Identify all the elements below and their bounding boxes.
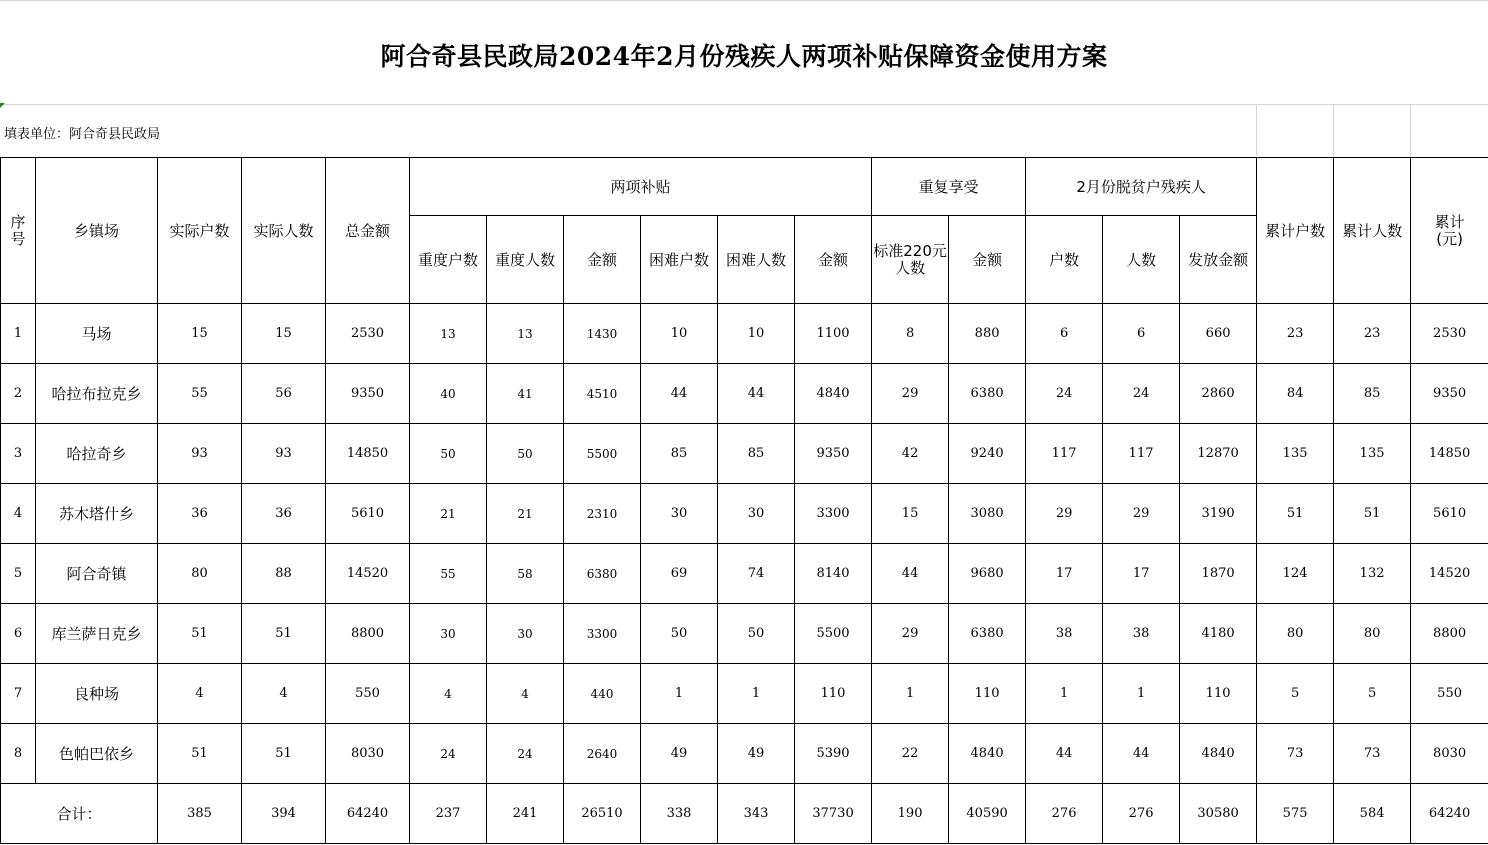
cell-value: 24 bbox=[1103, 364, 1180, 424]
cell-value: 29 bbox=[872, 604, 949, 664]
total-cell: 575 bbox=[1257, 784, 1334, 844]
cell-value: 4840 bbox=[1180, 724, 1257, 784]
cell-value: 15 bbox=[242, 304, 326, 364]
cell-value: 88 bbox=[242, 544, 326, 604]
cell-value: 10 bbox=[641, 304, 718, 364]
cell-value: 1100 bbox=[795, 304, 872, 364]
cell-value: 2640 bbox=[564, 724, 641, 784]
cell-value: 6380 bbox=[949, 364, 1026, 424]
cell-value: 5500 bbox=[795, 604, 872, 664]
cell-value: 5 bbox=[1334, 664, 1411, 724]
cell-value: 15 bbox=[872, 484, 949, 544]
cell-value: 29 bbox=[872, 364, 949, 424]
cell-value: 5500 bbox=[564, 424, 641, 484]
header-amount-2: 金额 bbox=[795, 216, 872, 304]
cell-value: 50 bbox=[487, 424, 564, 484]
cell-value: 50 bbox=[641, 604, 718, 664]
cell-value: 17 bbox=[1026, 544, 1103, 604]
cell-value: 4510 bbox=[564, 364, 641, 424]
total-label: 合计： bbox=[1, 784, 158, 844]
cell-value: 5 bbox=[1257, 664, 1334, 724]
cell-township: 哈拉布拉克乡 bbox=[36, 364, 158, 424]
cell-value: 29 bbox=[1103, 484, 1180, 544]
cell-value: 3080 bbox=[949, 484, 1026, 544]
cell-value: 4 bbox=[242, 664, 326, 724]
cell-value: 5610 bbox=[1411, 484, 1488, 544]
header-group-two-subsidies: 两项补贴 bbox=[410, 158, 872, 216]
header-actual-households: 实际户数 bbox=[158, 158, 242, 304]
cell-value: 9240 bbox=[949, 424, 1026, 484]
cell-value: 2860 bbox=[1180, 364, 1257, 424]
cell-value: 41 bbox=[487, 364, 564, 424]
cell-value: 50 bbox=[718, 604, 795, 664]
cell-value: 51 bbox=[1257, 484, 1334, 544]
cell-value: 24 bbox=[487, 724, 564, 784]
cell-township: 苏木塔什乡 bbox=[36, 484, 158, 544]
cell-value: 36 bbox=[242, 484, 326, 544]
cell-value: 73 bbox=[1334, 724, 1411, 784]
cell-value: 6380 bbox=[949, 604, 1026, 664]
total-cell: 237 bbox=[410, 784, 487, 844]
filler-unit-label: 填表单位：阿合奇县民政局 bbox=[4, 127, 161, 142]
header-cum-households: 累计户数 bbox=[1257, 158, 1334, 304]
cell-value: 117 bbox=[1103, 424, 1180, 484]
cell-value: 49 bbox=[718, 724, 795, 784]
total-cell: 241 bbox=[487, 784, 564, 844]
cell-value: 12870 bbox=[1180, 424, 1257, 484]
cell-value: 1870 bbox=[1180, 544, 1257, 604]
total-cell: 338 bbox=[641, 784, 718, 844]
cell-value: 440 bbox=[564, 664, 641, 724]
cell-seq: 5 bbox=[1, 544, 36, 604]
cell-value: 36 bbox=[158, 484, 242, 544]
cell-value: 2530 bbox=[1411, 304, 1488, 364]
header-std220-people: 标准220元 人数 bbox=[872, 216, 949, 304]
subsidy-table bbox=[0, 157, 1488, 844]
cell-value: 21 bbox=[487, 484, 564, 544]
cell-value: 56 bbox=[242, 364, 326, 424]
cell-value: 550 bbox=[326, 664, 410, 724]
cell-value: 51 bbox=[158, 604, 242, 664]
cell-township: 马场 bbox=[36, 304, 158, 364]
cell-value: 38 bbox=[1026, 604, 1103, 664]
total-cell: 26510 bbox=[564, 784, 641, 844]
cell-value: 9350 bbox=[1411, 364, 1488, 424]
cell-value: 55 bbox=[410, 544, 487, 604]
cell-value: 6 bbox=[1103, 304, 1180, 364]
header-issued-amount: 发放金额 bbox=[1180, 216, 1257, 304]
cell-value: 660 bbox=[1180, 304, 1257, 364]
cell-value: 44 bbox=[872, 544, 949, 604]
cell-value: 1 bbox=[1026, 664, 1103, 724]
total-cell: 584 bbox=[1334, 784, 1411, 844]
cell-value: 132 bbox=[1334, 544, 1411, 604]
cell-value: 8030 bbox=[326, 724, 410, 784]
header-amount: 金额 bbox=[564, 216, 641, 304]
cell-value: 85 bbox=[641, 424, 718, 484]
header-cum-people: 累计人数 bbox=[1334, 158, 1411, 304]
cell-value: 51 bbox=[242, 604, 326, 664]
blank-cell bbox=[1410, 105, 1488, 157]
table-row bbox=[1, 724, 1488, 784]
cell-value: 22 bbox=[872, 724, 949, 784]
header-group-poverty: 2月份脱贫户残疾人 bbox=[1026, 158, 1257, 216]
cell-value: 49 bbox=[641, 724, 718, 784]
cell-value: 14850 bbox=[326, 424, 410, 484]
total-cell: 64240 bbox=[1411, 784, 1488, 844]
filler-row bbox=[0, 105, 1488, 157]
header-severe-people: 重度人数 bbox=[487, 216, 564, 304]
cell-value: 24 bbox=[410, 724, 487, 784]
cell-value: 17 bbox=[1103, 544, 1180, 604]
total-cell: 343 bbox=[718, 784, 795, 844]
cell-value: 93 bbox=[158, 424, 242, 484]
cell-value: 1 bbox=[872, 664, 949, 724]
cell-value: 85 bbox=[718, 424, 795, 484]
cell-value: 51 bbox=[1334, 484, 1411, 544]
cell-value: 51 bbox=[158, 724, 242, 784]
cell-value: 50 bbox=[410, 424, 487, 484]
table-row bbox=[1, 544, 1488, 604]
cell-value: 23 bbox=[1257, 304, 1334, 364]
cell-value: 1430 bbox=[564, 304, 641, 364]
total-cell: 394 bbox=[242, 784, 326, 844]
total-cell: 276 bbox=[1026, 784, 1103, 844]
cell-value: 30 bbox=[487, 604, 564, 664]
total-cell: 276 bbox=[1103, 784, 1180, 844]
header-group-repeat: 重复享受 bbox=[872, 158, 1026, 216]
cell-seq: 4 bbox=[1, 484, 36, 544]
header-township: 乡镇场 bbox=[36, 158, 158, 304]
cell-value: 42 bbox=[872, 424, 949, 484]
cell-value: 550 bbox=[1411, 664, 1488, 724]
cell-value: 30 bbox=[410, 604, 487, 664]
header-people: 人数 bbox=[1103, 216, 1180, 304]
cell-value: 10 bbox=[718, 304, 795, 364]
cell-value: 51 bbox=[242, 724, 326, 784]
cell-value: 8030 bbox=[1411, 724, 1488, 784]
cell-value: 3300 bbox=[795, 484, 872, 544]
cell-value: 80 bbox=[1257, 604, 1334, 664]
cell-value: 4180 bbox=[1180, 604, 1257, 664]
cell-seq: 6 bbox=[1, 604, 36, 664]
cell-value: 44 bbox=[1026, 724, 1103, 784]
cell-seq: 1 bbox=[1, 304, 36, 364]
cell-seq: 7 bbox=[1, 664, 36, 724]
cell-value: 44 bbox=[641, 364, 718, 424]
header-actual-people: 实际人数 bbox=[242, 158, 326, 304]
cell-value: 84 bbox=[1257, 364, 1334, 424]
cell-value: 110 bbox=[949, 664, 1026, 724]
cell-value: 38 bbox=[1103, 604, 1180, 664]
cell-value: 5610 bbox=[326, 484, 410, 544]
cell-value: 6 bbox=[1026, 304, 1103, 364]
cell-value: 9350 bbox=[795, 424, 872, 484]
cell-value: 14520 bbox=[326, 544, 410, 604]
cell-value: 74 bbox=[718, 544, 795, 604]
cell-value: 69 bbox=[641, 544, 718, 604]
table-row bbox=[1, 364, 1488, 424]
total-cell: 40590 bbox=[949, 784, 1026, 844]
cell-seq: 2 bbox=[1, 364, 36, 424]
cell-value: 85 bbox=[1334, 364, 1411, 424]
cell-value: 14520 bbox=[1411, 544, 1488, 604]
cell-value: 4 bbox=[158, 664, 242, 724]
blank-cell bbox=[1333, 105, 1411, 157]
cell-value: 8800 bbox=[1411, 604, 1488, 664]
cell-value: 58 bbox=[487, 544, 564, 604]
header-seq: 序 号 bbox=[1, 158, 36, 304]
cell-value: 4840 bbox=[949, 724, 1026, 784]
cell-township: 色帕巴依乡 bbox=[36, 724, 158, 784]
total-cell: 385 bbox=[158, 784, 242, 844]
cell-value: 6380 bbox=[564, 544, 641, 604]
cell-value: 73 bbox=[1257, 724, 1334, 784]
cell-value: 135 bbox=[1257, 424, 1334, 484]
header-amount-3: 金额 bbox=[949, 216, 1026, 304]
cell-value: 4840 bbox=[795, 364, 872, 424]
header-row-1 bbox=[1, 158, 1488, 216]
cell-value: 5390 bbox=[795, 724, 872, 784]
header-cum-amount: 累计 (元) bbox=[1411, 158, 1488, 304]
header-severe-households: 重度户数 bbox=[410, 216, 487, 304]
cell-value: 880 bbox=[949, 304, 1026, 364]
total-cell: 64240 bbox=[326, 784, 410, 844]
cell-seq: 8 bbox=[1, 724, 36, 784]
cell-value: 117 bbox=[1026, 424, 1103, 484]
cell-value: 30 bbox=[718, 484, 795, 544]
cell-value: 14850 bbox=[1411, 424, 1488, 484]
cell-value: 24 bbox=[1026, 364, 1103, 424]
cell-value: 13 bbox=[487, 304, 564, 364]
cell-value: 9350 bbox=[326, 364, 410, 424]
table-row bbox=[1, 424, 1488, 484]
header-total-amount: 总金额 bbox=[326, 158, 410, 304]
cell-value: 13 bbox=[410, 304, 487, 364]
cell-value: 8 bbox=[872, 304, 949, 364]
cell-value: 15 bbox=[158, 304, 242, 364]
cell-value: 44 bbox=[1103, 724, 1180, 784]
cell-seq: 3 bbox=[1, 424, 36, 484]
cell-value: 93 bbox=[242, 424, 326, 484]
cell-township: 良种场 bbox=[36, 664, 158, 724]
cell-value: 9680 bbox=[949, 544, 1026, 604]
cell-value: 44 bbox=[718, 364, 795, 424]
cell-value: 23 bbox=[1334, 304, 1411, 364]
cell-value: 3300 bbox=[564, 604, 641, 664]
total-cell: 30580 bbox=[1180, 784, 1257, 844]
cell-township: 阿合奇镇 bbox=[36, 544, 158, 604]
header-difficult-households: 困难户数 bbox=[641, 216, 718, 304]
total-cell: 190 bbox=[872, 784, 949, 844]
table-row bbox=[1, 304, 1488, 364]
title-area bbox=[0, 0, 1488, 105]
cell-township: 库兰萨日克乡 bbox=[36, 604, 158, 664]
table-row bbox=[1, 664, 1488, 724]
cell-value: 21 bbox=[410, 484, 487, 544]
cell-value: 8800 bbox=[326, 604, 410, 664]
cell-value: 135 bbox=[1334, 424, 1411, 484]
cell-value: 80 bbox=[1334, 604, 1411, 664]
cell-value: 110 bbox=[795, 664, 872, 724]
table-row bbox=[1, 604, 1488, 664]
blank-cell bbox=[1256, 105, 1334, 157]
header-households: 户数 bbox=[1026, 216, 1103, 304]
cell-value: 4 bbox=[410, 664, 487, 724]
cell-value: 2530 bbox=[326, 304, 410, 364]
page-title: 阿合奇县民政局2024年2月份残疾人两项补贴保障资金使用方案 bbox=[380, 42, 1108, 71]
cell-value: 124 bbox=[1257, 544, 1334, 604]
cell-value: 2310 bbox=[564, 484, 641, 544]
table-row bbox=[1, 484, 1488, 544]
cell-value: 1 bbox=[718, 664, 795, 724]
cell-value: 29 bbox=[1026, 484, 1103, 544]
cell-value: 1 bbox=[641, 664, 718, 724]
total-row bbox=[1, 784, 1488, 844]
cell-value: 40 bbox=[410, 364, 487, 424]
cell-value: 30 bbox=[641, 484, 718, 544]
cell-value: 4 bbox=[487, 664, 564, 724]
header-difficult-people: 困难人数 bbox=[718, 216, 795, 304]
cell-value: 8140 bbox=[795, 544, 872, 604]
cell-value: 3190 bbox=[1180, 484, 1257, 544]
cell-value: 1 bbox=[1103, 664, 1180, 724]
cell-value: 55 bbox=[158, 364, 242, 424]
cell-township: 哈拉奇乡 bbox=[36, 424, 158, 484]
total-cell: 37730 bbox=[795, 784, 872, 844]
cell-value: 80 bbox=[158, 544, 242, 604]
cell-value: 110 bbox=[1180, 664, 1257, 724]
